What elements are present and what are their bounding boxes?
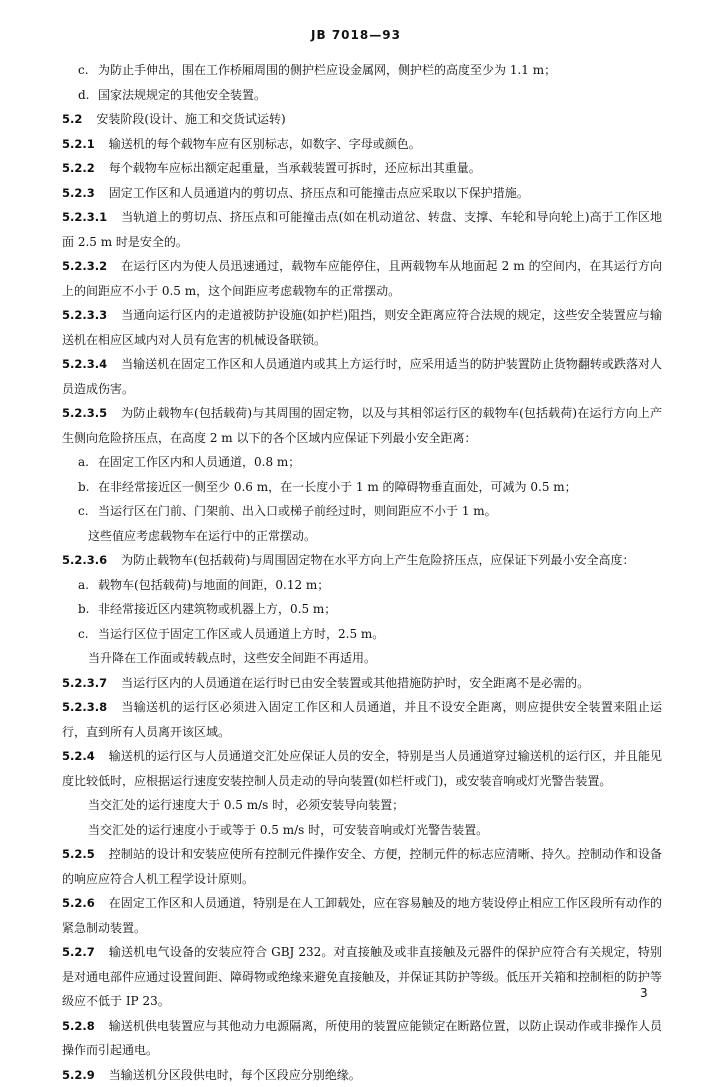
list-item-text: 当运行区位于固定工作区或人员通道上方时，2.5 m。 [98,627,384,641]
clause-text: 固定工作区和人员通道内的剪切点、挤压点和可能撞击点应采取以下保护措施。 [109,186,529,200]
clause-5-2-7 [62,940,662,1014]
list-item [62,450,662,475]
body-text: 当交汇处的运行速度大于 0.5 m/s 时，必须安装导向装置； [62,793,662,818]
clause-number: 5.2 [62,112,82,126]
list-item-text: 国家法规规定的其他安全装置。 [98,88,266,102]
clause-text: 在固定工作区和人员通道，特别是在人工卸载处，应在容易触及的地方装设停止相应工作区段所有动作的紧急制动装置。 [62,896,662,935]
clause-text: 当轨道上的剪切点、挤压点和可能撞击点(如在机动道岔、转盘、支撑、车轮和导向轮上)高于工作区地面 2.5 m 时是安全的。 [62,210,662,249]
clause-text: 当通向运行区内的走道被防护设施(如护栏)阻挡，则安全距离应符合法规的规定，这些安全装置应与输送机在相应区域内对人员有危害的机械设备联锁。 [62,308,662,347]
body-text: 当交汇处的运行速度小于或等于 0.5 m/s 时，可安装音响或灯光警告装置。 [62,818,662,843]
list-item-label: b. [78,475,98,500]
clause-5-2 [62,107,662,132]
clause-number: 5.2.3.8 [62,700,107,714]
page-number: 3 [640,986,648,1000]
list-item-text: 当运行区在门前、门架前、出入口或梯子前经过时，则间距应不小于 1 m。 [98,504,497,518]
clause-text: 每个载物车应标出额定起重量，当承载装置可拆时，还应标出其重量。 [109,161,481,175]
clause-text: 当运行区内的人员通道在运行时已由安全装置或其他措施防护时，安全距离不是必需的。 [121,676,589,690]
clause-text: 输送机供电装置应与其他动力电源隔离，所使用的装置应能锁定在断路位置，以防止误动作或非操作人员操作而引起通电。 [62,1019,662,1058]
clause-number: 5.2.5 [62,847,95,861]
clause-text: 当输送机的运行区必须进入固定工作区和人员通道，并且不设安全距离，则应提供安全装置来阻止运行，直到所有人员离开该区域。 [62,700,662,739]
list-item-text: 非经常接近区内建筑物或机器上方，0.5 m； [98,602,336,616]
clause-number: 5.2.3.6 [62,553,107,567]
document-body [62,58,662,1087]
clause-text: 输送机的每个载物车应有区别标志，如数字、字母或颜色。 [109,137,421,151]
list-item [62,573,662,598]
clause-number: 5.2.9 [62,1068,95,1082]
list-item [62,622,662,647]
clause-number: 5.2.4 [62,749,95,763]
list-item [62,597,662,622]
clause-number: 5.2.3 [62,186,95,200]
body-text: 这些值应考虑载物车在运行中的正常摆动。 [62,524,662,549]
clause-5-2-3-3 [62,303,662,352]
list-item-label: a. [78,573,98,598]
standard-header: JB 7018—93 [0,28,712,42]
clause-5-2-3 [62,181,662,206]
clause-5-2-3-1 [62,205,662,254]
clause-number: 5.2.3.2 [62,259,107,273]
clause-5-2-4 [62,744,662,793]
list-item-text: 为防止手伸出，围在工作桥厢周围的侧护栏应设金属网，侧护栏的高度至少为 1.1 m； [98,63,556,77]
clause-number: 5.2.1 [62,137,95,151]
clause-number: 5.2.6 [62,896,95,910]
list-item-label: b. [78,597,98,622]
clause-number: 5.2.2 [62,161,95,175]
clause-number: 5.2.3.7 [62,676,107,690]
clause-text: 控制站的设计和安装应使所有控制元件操作安全、方便，控制元件的标志应清晰、持久。控制动作和设备的响应应符合人机工程学设计原则。 [62,847,662,886]
list-item [62,83,662,108]
clause-5-2-2 [62,156,662,181]
clause-number: 5.2.7 [62,945,95,959]
list-item-label: d. [78,83,98,108]
clause-5-2-3-4 [62,352,662,401]
clause-text: 为防止载物车(包括载荷)与周围固定物在水平方向上产生危险挤压点，应保证下列最小安全高度： [121,553,634,567]
clause-text: 输送机的运行区与人员通道交汇处应保证人员的安全，特别是当人员通道穿过输送机的运行区，并且能见度比较低时，应根据运行速度安装控制人员走动的导向装置(如栏杆或门)，或安装音响或灯光警告装置。 [62,749,662,788]
list-item-text: 在非经常接近区一侧至少 0.6 m，在一长度小于 1 m 的障碍物垂直面处，可减为 0.5 m； [98,480,577,494]
clause-5-2-3-6 [62,548,662,573]
list-item [62,475,662,500]
clause-text: 当输送机分区段供电时，每个区段应分别绝缘。 [109,1068,361,1082]
clause-5-2-9 [62,1063,662,1087]
clause-number: 5.2.3.3 [62,308,107,322]
clause-text: 为防止载物车(包括载荷)与其周围的固定物，以及与其相邻运行区的载物车(包括载荷)在运行方向上产生侧向危险挤压点，在高度 2 m 以下的各个区域内应保证下列最小安全距离： [62,406,662,445]
clause-text: 在运行区内为使人员迅速通过，载物车应能停住，且两载物车从地面起 2 m 的空间内，在其运行方向上的间距应不小于 0.5 m，这个间距应考虑载物车的正常摆动。 [62,259,662,298]
clause-5-2-3-7 [62,671,662,696]
clause-text: 当输送机在固定工作区和人员通道内或其上方运行时，应采用适当的防护装置防止货物翻转或跌落对人员造成伤害。 [62,357,662,396]
clause-number: 5.2.8 [62,1019,95,1033]
clause-number: 5.2.3.1 [62,210,107,224]
clause-5-2-6 [62,891,662,940]
clause-5-2-1 [62,132,662,157]
list-item-label: c. [78,499,98,524]
list-item [62,499,662,524]
clause-5-2-3-8 [62,695,662,744]
list-item-label: c. [78,58,98,83]
clause-5-2-5 [62,842,662,891]
clause-number: 5.2.3.5 [62,406,107,420]
clause-number: 5.2.3.4 [62,357,107,371]
clause-5-2-3-5 [62,401,662,450]
list-item-text: 在固定工作区内和人员通道，0.8 m； [98,455,300,469]
list-item [62,58,662,83]
clause-text: 安装阶段(设计、施工和交货试运转) [96,112,285,126]
clause-text: 输送机电气设备的安装应符合 GBJ 232。对直接触及或非直接触及元器件的保护应符合有关规定，特别是对通电部件应通过设置间距、障碍物或绝缘来避免直接触及，并保证其防护等级。低压开关箱和控制柜的防护等级应不低于 IP 23。 [62,945,662,1008]
list-item-label: a. [78,450,98,475]
list-item-text: 载物车(包括载荷)与地面的间距，0.12 m； [98,578,329,592]
clause-5-2-3-2 [62,254,662,303]
list-item-label: c. [78,622,98,647]
body-text: 当升降在工作面或转载点时，这些安全间距不再适用。 [62,646,662,671]
clause-5-2-8 [62,1014,662,1063]
